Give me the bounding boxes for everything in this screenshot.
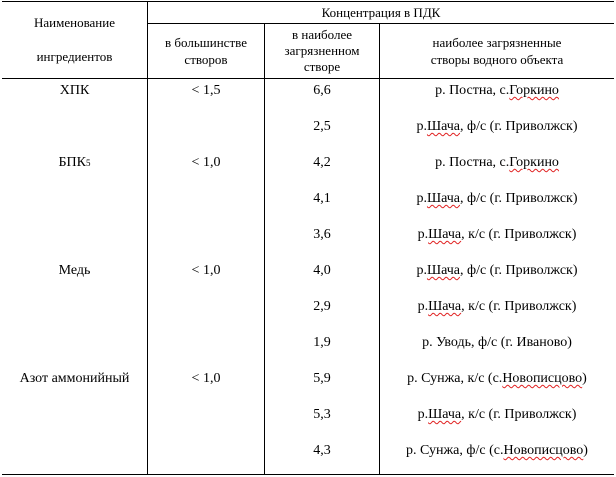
table-row — [2, 361, 614, 397]
ingredient-name — [2, 325, 147, 361]
header-concentration-group: Концентрация в ПДК — [321, 5, 441, 20]
polluted-site: р. Шача , ф/с (г. Приволжск) — [416, 263, 578, 278]
polluted-site: р. Шача , ф/с (г. Приволжск) — [416, 191, 578, 206]
most-polluted-value: 2,5 — [313, 119, 331, 134]
table-row — [2, 181, 614, 217]
most-polluted-value: 2,9 — [313, 299, 331, 314]
most-polluted-value: 4,0 — [313, 263, 331, 278]
ingredient-name — [2, 217, 147, 253]
majority-value — [148, 397, 264, 433]
header-most-polluted-site — [265, 24, 379, 78]
most-polluted-value: 3,6 — [313, 227, 331, 242]
ingredient-name — [2, 181, 147, 217]
polluted-site: р. Постна, с. Горкино — [435, 83, 559, 98]
majority-value: < 1,0 — [191, 155, 221, 170]
table-row — [2, 397, 614, 433]
header-ingredient-name — [2, 2, 147, 78]
most-polluted-value: 5,9 — [313, 371, 331, 386]
spellcheck-marked-word: Шача — [428, 227, 462, 242]
table-row — [2, 433, 614, 469]
header-majority-sites — [148, 24, 264, 78]
majority-value — [148, 433, 264, 469]
table-row — [2, 325, 614, 361]
spellcheck-marked-word: Горкино — [509, 155, 559, 170]
most-polluted-value: 4,1 — [313, 191, 331, 206]
pollution-table — [2, 1, 614, 475]
header-majority-sites-line2: створов — [184, 52, 228, 67]
majority-value — [148, 325, 264, 361]
spellcheck-marked-word: Новописцово — [502, 371, 583, 386]
header-ingredient-name-line1: Наименование — [34, 15, 115, 30]
table-bottom-border — [2, 474, 614, 475]
header-most-polluted-site-line3: створе — [303, 59, 341, 74]
header-polluted-sites-list-line1: наиболее загрязненные — [432, 35, 562, 50]
spellcheck-marked-word: Шача — [426, 191, 460, 206]
header-most-polluted-site-line1: в наиболее — [291, 27, 353, 42]
ingredient-name — [2, 289, 147, 325]
header-ingredient-name-line2: ингредиентов — [36, 49, 113, 64]
majority-value — [148, 289, 264, 325]
header-polluted-sites-list-line2: створы водного объекта — [430, 52, 564, 67]
polluted-site: р. Шача , к/с (г. Приволжск) — [417, 407, 577, 422]
ingredient-name — [2, 109, 147, 145]
table-row — [2, 217, 614, 253]
majority-value: < 1,0 — [191, 263, 221, 278]
table-row — [2, 253, 614, 289]
header-polluted-sites-list — [380, 24, 614, 78]
spellcheck-marked-word: Горкино — [509, 83, 559, 98]
majority-value: < 1,0 — [191, 371, 221, 386]
header-majority-sites-line1: в большинстве — [165, 35, 247, 50]
header-most-polluted-site-line2: загрязненном — [284, 43, 360, 58]
table-row — [2, 145, 614, 181]
spellcheck-marked-word: Новописцово — [503, 443, 584, 458]
spellcheck-marked-word: Шача — [426, 119, 460, 134]
polluted-site: р. Уводь, ф/с (г. Иваново) — [422, 335, 572, 350]
polluted-site: р. Шача , к/с (г. Приволжск) — [417, 227, 577, 242]
spellcheck-marked-word: Шача — [426, 263, 460, 278]
majority-value: < 1,5 — [191, 83, 221, 98]
ingredient-name: БПК 5 — [58, 155, 91, 170]
majority-value — [148, 217, 264, 253]
spellcheck-marked-word: Шача — [428, 299, 462, 314]
spellcheck-marked-word: Шача — [428, 407, 462, 422]
ingredient-name — [2, 433, 147, 469]
table-row — [2, 289, 614, 325]
polluted-site: р. Шача , к/с (г. Приволжск) — [417, 299, 577, 314]
table-row — [2, 73, 614, 109]
ingredient-name: Азот аммонийный — [19, 371, 130, 386]
table-row — [2, 109, 614, 145]
most-polluted-value: 4,2 — [313, 155, 331, 170]
ingredient-name: ХПК — [59, 83, 90, 98]
ingredient-name: Медь — [58, 263, 91, 278]
majority-value — [148, 109, 264, 145]
most-polluted-value: 1,9 — [313, 335, 331, 350]
majority-value — [148, 181, 264, 217]
most-polluted-value: 6,6 — [313, 83, 331, 98]
ingredient-name — [2, 397, 147, 433]
polluted-site: р. Сунжа, ф/с (с. Новописцово ) — [406, 443, 588, 458]
most-polluted-value: 4,3 — [313, 443, 331, 458]
polluted-site: р. Постна, с. Горкино — [435, 155, 559, 170]
most-polluted-value: 5,3 — [313, 407, 331, 422]
polluted-site: р. Шача , ф/с (г. Приволжск) — [416, 119, 578, 134]
polluted-site: р. Сунжа, к/с (с. Новописцово ) — [407, 371, 587, 386]
